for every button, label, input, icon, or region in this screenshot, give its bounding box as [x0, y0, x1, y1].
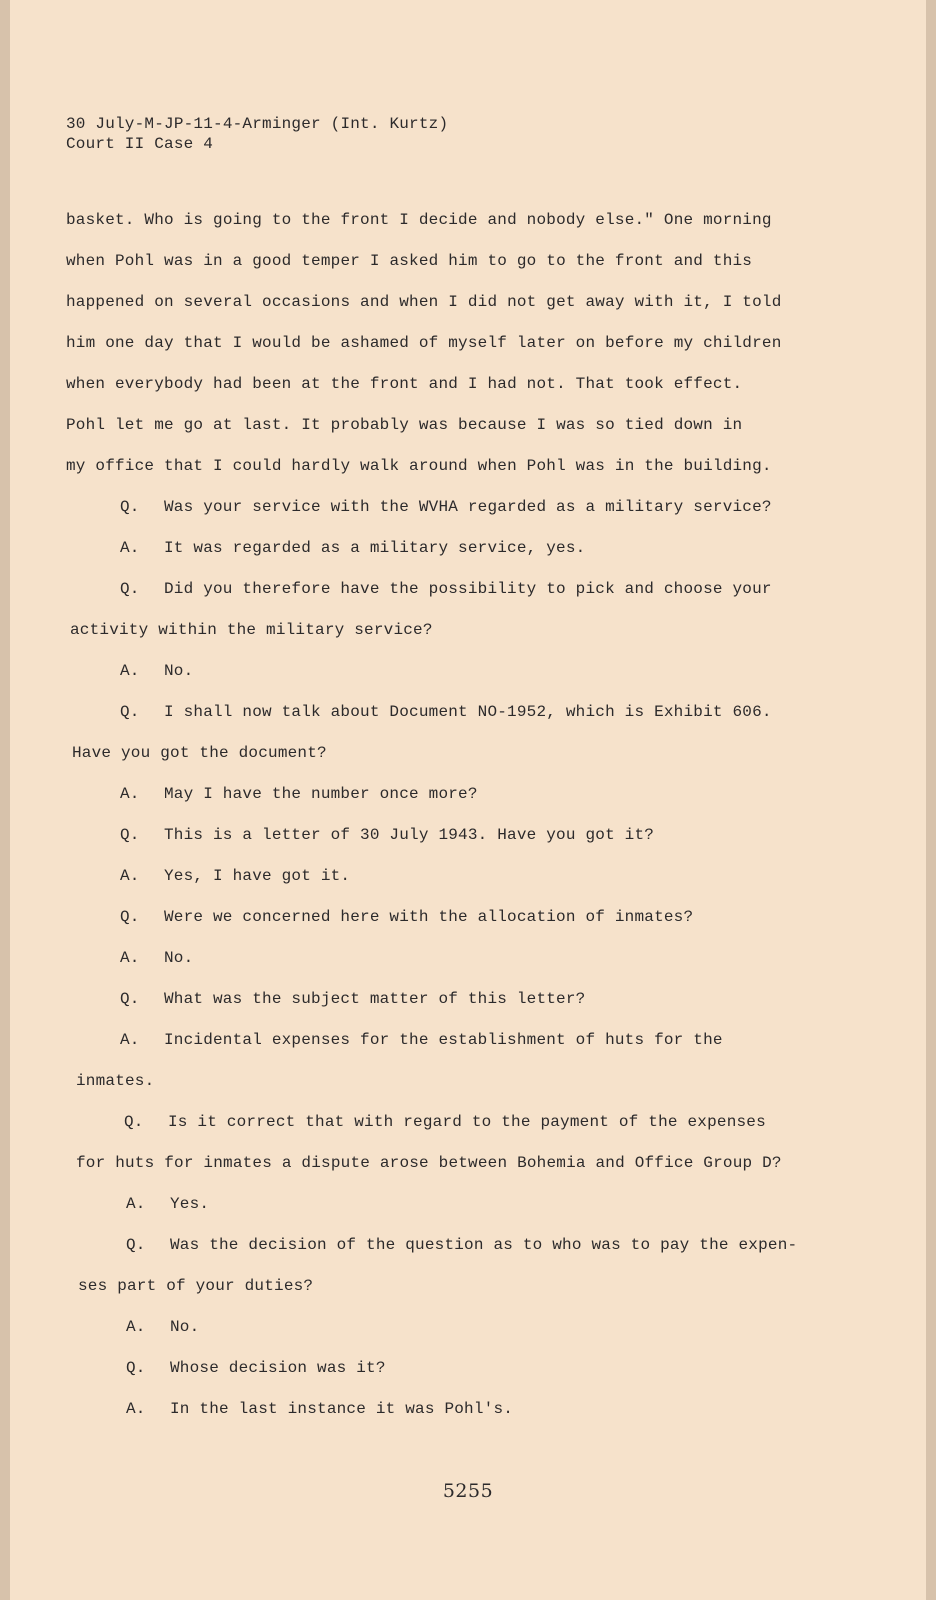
qa-label: A. — [126, 1195, 146, 1213]
qa-line — [120, 497, 772, 517]
body-line: when Pohl was in a good temper I asked him to go to the front and this — [66, 252, 753, 270]
body-line: my office that I could hardly walk around when Pohl was in the building. — [66, 457, 772, 475]
body-line: him one day that I would be ashamed of myself later on before my children — [66, 334, 782, 352]
qa-label: Q. — [120, 908, 140, 926]
header-court-case: Court II Case 4 — [66, 135, 214, 153]
qa-line — [120, 866, 350, 886]
qa-text: Is it correct that with regard to the payment of the expenses — [168, 1113, 766, 1131]
qa-text: Whose decision was it? — [170, 1359, 386, 1377]
qa-line — [120, 907, 693, 927]
qa-line — [120, 579, 772, 599]
qa-label: Q. — [126, 1236, 146, 1254]
body-line: Pohl let me go at last. It probably was because I was so tied down in — [66, 416, 743, 434]
qa-continuation: for huts for inmates a dispute arose between Bohemia and Office Group D? — [76, 1154, 782, 1172]
qa-label: A. — [120, 949, 140, 967]
qa-text: No. — [164, 662, 194, 680]
qa-label: Q. — [120, 990, 140, 1008]
qa-continuation: Have you got the document? — [72, 744, 327, 762]
header-reference: 30 July-M-JP-11-4-Arminger (Int. Kurtz) — [66, 115, 449, 133]
qa-line — [120, 989, 585, 1009]
qa-line — [120, 702, 772, 722]
body-line: happened on several occasions and when I did not get away with it, I told — [66, 293, 782, 311]
body-line: basket. Who is going to the front I decide and nobody else." One morning — [66, 211, 772, 229]
qa-line — [126, 1317, 199, 1337]
qa-text: May I have the number once more? — [164, 785, 478, 803]
qa-text: No. — [170, 1318, 200, 1336]
qa-text: Was your service with the WVHA regarded as a military service? — [164, 498, 772, 516]
qa-line — [120, 948, 193, 968]
qa-line — [120, 538, 585, 558]
page-edge-right — [926, 0, 936, 1600]
qa-label: Q. — [120, 498, 140, 516]
qa-label: Q. — [124, 1113, 144, 1131]
qa-text: Yes. — [170, 1195, 210, 1213]
qa-text: Was the decision of the question as to who was to pay the expen- — [170, 1236, 798, 1254]
qa-continuation: ses part of your duties? — [78, 1277, 314, 1295]
qa-label: Q. — [120, 580, 140, 598]
qa-line — [120, 661, 193, 681]
qa-text: No. — [164, 949, 194, 967]
qa-label: A. — [120, 662, 140, 680]
qa-label: A. — [120, 785, 140, 803]
qa-line — [126, 1235, 797, 1255]
qa-continuation: inmates. — [76, 1072, 155, 1090]
qa-label: A. — [126, 1318, 146, 1336]
qa-label: Q. — [120, 703, 140, 721]
qa-text: In the last instance it was Pohl's. — [170, 1400, 514, 1418]
qa-text: Incidental expenses for the establishment of huts for the — [164, 1031, 723, 1049]
qa-label: A. — [120, 867, 140, 885]
qa-label: Q. — [126, 1359, 146, 1377]
qa-line — [120, 784, 478, 804]
qa-line — [120, 825, 654, 845]
qa-text: Did you therefore have the possibility to pick and choose your — [164, 580, 772, 598]
qa-text: I shall now talk about Document NO-1952, which is Exhibit 606. — [164, 703, 772, 721]
qa-line — [126, 1358, 386, 1378]
qa-text: Were we concerned here with the allocation of inmates? — [164, 908, 694, 926]
qa-label: A. — [120, 1031, 140, 1049]
body-line: when everybody had been at the front and I had not. That took effect. — [66, 375, 743, 393]
qa-label: A. — [126, 1400, 146, 1418]
qa-line — [126, 1194, 209, 1214]
page-edge-left — [0, 0, 10, 1600]
qa-continuation: activity within the military service? — [70, 621, 433, 639]
qa-text: Yes, I have got it. — [164, 867, 351, 885]
qa-line — [120, 1030, 723, 1050]
qa-text: This is a letter of 30 July 1943. Have you got it? — [164, 826, 655, 844]
qa-text: What was the subject matter of this letter? — [164, 990, 586, 1008]
page-number: 5255 — [442, 1480, 494, 1502]
qa-line — [124, 1112, 766, 1132]
qa-text: It was regarded as a military service, yes. — [164, 539, 586, 557]
qa-line — [126, 1399, 513, 1419]
qa-label: Q. — [120, 826, 140, 844]
qa-label: A. — [120, 539, 140, 557]
